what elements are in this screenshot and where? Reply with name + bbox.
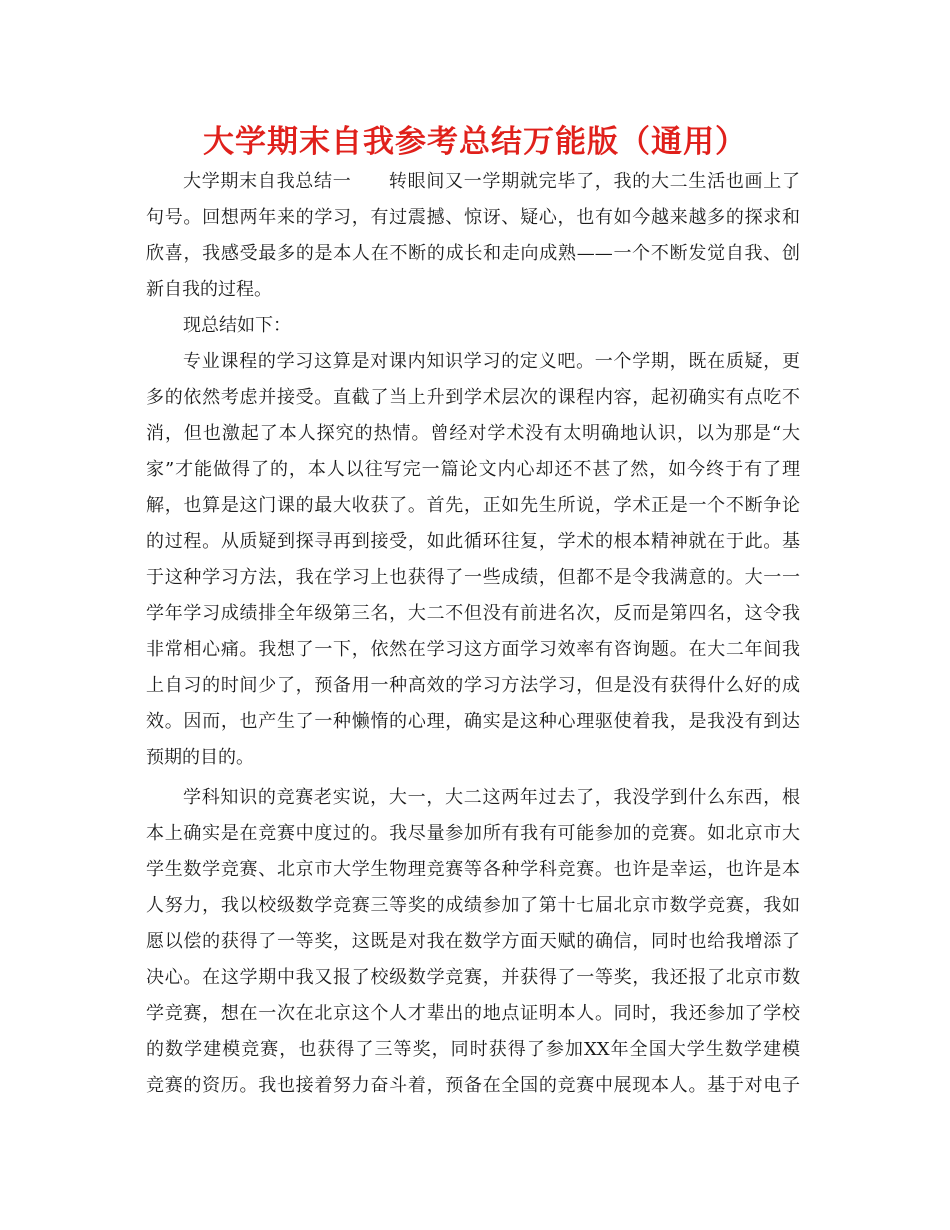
text-line: 人努力，我以校级数学竞赛三等奖的成绩参加了第十七届北京市数学竞赛，我如	[146, 895, 800, 916]
text-line: 竞赛的资历。我也接着努力奋斗着，预备在全国的竞赛中展现本人。基于对电子	[146, 1075, 800, 1096]
text-line: 上自习的时间少了，预备用一种高效的学习方法学习，但是没有获得什么好的成	[146, 675, 800, 696]
text-line: 现总结如下：	[183, 315, 291, 336]
text-line: 多的依然考虑并接受。直截了当上升到学术层次的课程内容，起初确实有点吃不	[146, 387, 800, 408]
text-line: 学竞赛，想在一次在北京这个人才辈出的地点证明本人。同时，我还参加了学校	[146, 1003, 800, 1024]
document-title: 大学期末自我参考总结万能版（通用）	[203, 124, 747, 160]
text-line: 新自我的过程。	[146, 279, 272, 300]
document-body	[146, 164, 800, 1104]
text-line: 专业课程的学习这算是对课内知识学习的定义吧。一个学期，既在质疑，更	[183, 351, 800, 372]
text-line: 学科知识的竞赛老实说，大一，大二这两年过去了，我没学到什么东西，根	[183, 787, 800, 808]
text-line: 于这种学习方法，我在学习上也获得了一些成绩，但都不是令我满意的。大一一	[146, 567, 800, 588]
text-line: 决心。在这学期中我又报了校级数学竞赛，并获得了一等奖，我还报了北京市数	[146, 967, 800, 988]
text-line: 学年学习成绩排全年级第三名，大二不但没有前进名次，反而是第四名，这令我	[146, 603, 800, 624]
text-line: 本上确实是在竞赛中度过的。我尽量参加所有我有可能参加的竞赛。如北京市大	[146, 823, 800, 844]
text-line: 效。因而，也产生了一种懒惰的心理，确实是这种心理驱使着我，是我没有到达	[146, 711, 800, 732]
text-line: 解，也算是这门课的最大收获了。首先，正如先生所说，学术正是一个不断争论	[146, 495, 800, 516]
text-line: 消，但也激起了本人探究的热情。曾经对学术没有太明确地认识，以为那是“大	[146, 423, 800, 444]
text-line: 家”才能做得了的，本人以往写完一篇论文内心却还不甚了然，如今终于有了理	[146, 459, 800, 480]
text-line: 非常相心痛。我想了一下，依然在学习这方面学习效率有咨询题。在大二年间我	[146, 639, 800, 660]
text-line: 学生数学竞赛、北京市大学生物理竞赛等各种学科竞赛。也许是幸运，也许是本	[146, 859, 800, 880]
text-line: 预期的目的。	[146, 747, 254, 768]
text-line: 的过程。从质疑到探寻再到接受，如此循环往复，学术的根本精神就在于此。基	[146, 531, 800, 552]
text-line: 大学期末自我总结一 转眼间又一学期就完毕了，我的大二生活也画上了	[183, 171, 800, 192]
text-line: 句号。回想两年来的学习，有过震撼、惊讶、疑心，也有如今越来越多的探求和	[146, 207, 800, 228]
text-line: 愿以偿的获得了一等奖，这既是对我在数学方面天赋的确信，同时也给我增添了	[146, 931, 800, 952]
text-line: 的数学建模竞赛，也获得了三等奖，同时获得了参加XX年全国大学生数学建模	[146, 1039, 800, 1060]
text-line: 欣喜，我感受最多的是本人在不断的成长和走向成熟——一个不断发觉自我、创	[146, 243, 800, 264]
